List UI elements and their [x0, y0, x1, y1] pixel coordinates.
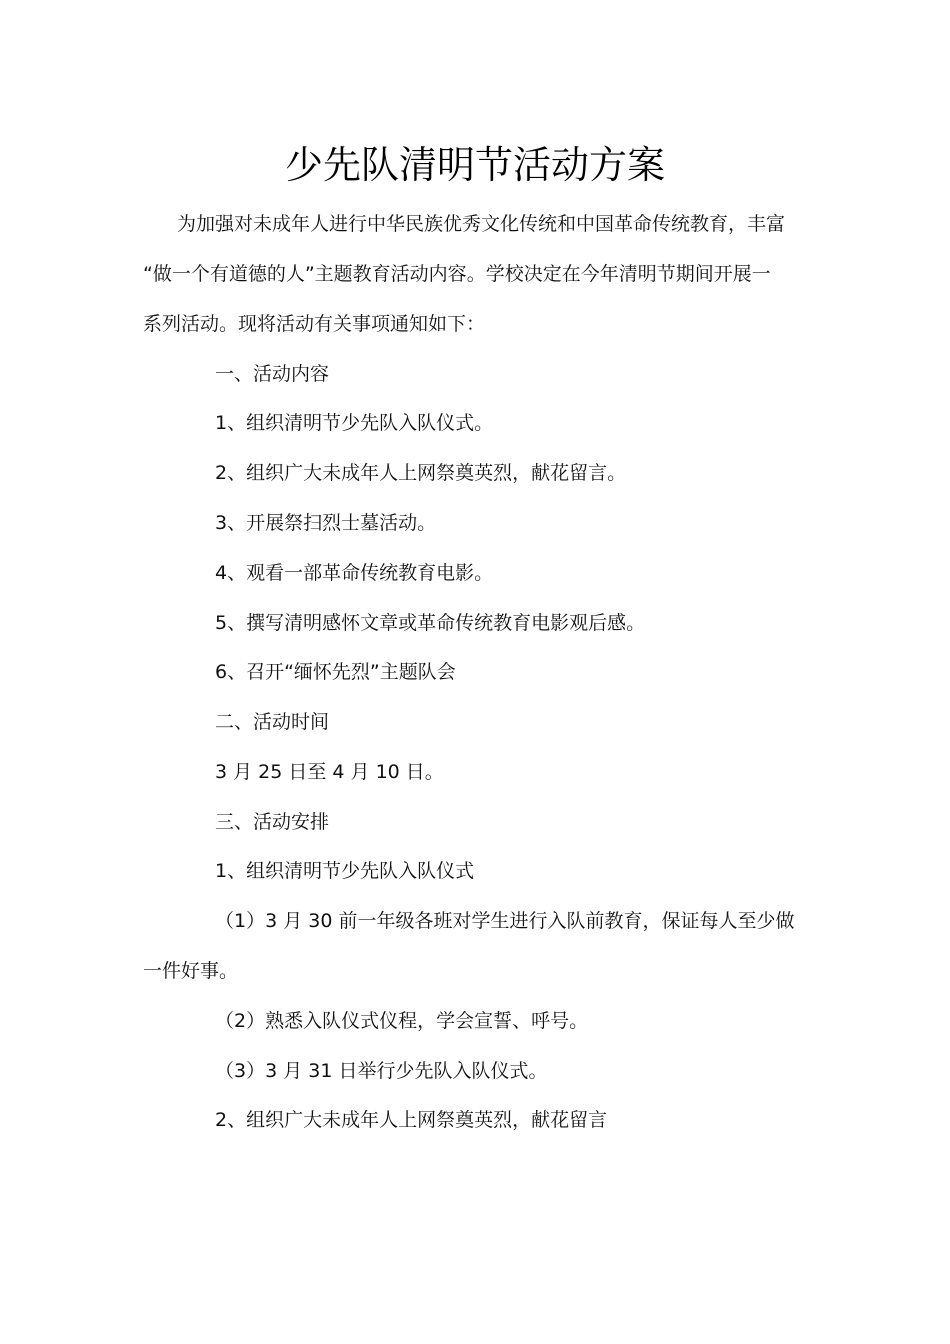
arrangement-item-2: （2）熟悉入队仪式仪程，学会宣誓、呼号。: [215, 1010, 589, 1032]
intro-line-1: 为加强对未成年人进行中华民族优秀文化传统和中国革命传统教育，丰富: [177, 213, 786, 235]
content-item-2: 2、组织广大未成年人上网祭奠英烈，献花留言。: [215, 462, 627, 484]
content-item-5: 5、撰写清明感怀文章或革命传统教育电影观后感。: [215, 612, 646, 634]
section-heading-time: 二、活动时间: [215, 711, 330, 733]
content-item-3: 3、开展祭扫烈士墓活动。: [215, 512, 437, 534]
section-heading-content: 一、活动内容: [215, 363, 330, 385]
content-item-6: 6、召开“缅怀先烈”主题队会: [215, 661, 456, 683]
arrangement-item-1-line-2: 一件好事。: [143, 960, 239, 982]
intro-line-3: 系列活动。现将活动有关事项通知如下：: [143, 313, 486, 335]
activity-time-text: 3 月 25 日至 4 月 10 日。: [215, 761, 444, 783]
arrangement-sub-heading-1: 1、组织清明节少先队入队仪式: [215, 860, 475, 882]
arrangement-sub-heading-2: 2、组织广大未成年人上网祭奠英烈，献花留言: [215, 1109, 608, 1131]
arrangement-item-3: （3）3 月 31 日举行少先队入队仪式。: [215, 1060, 548, 1082]
arrangement-item-1-line-1: （1）3 月 30 前一年级各班对学生进行入队前教育，保证每人至少做: [215, 910, 795, 932]
section-heading-arrangement: 三、活动安排: [215, 811, 330, 833]
intro-line-2: “做一个有道德的人”主题教育活动内容。学校决定在今年清明节期间开展一: [143, 263, 771, 285]
document-title: 少先队清明节活动方案: [284, 143, 665, 187]
content-item-1: 1、组织清明节少先队入队仪式。: [215, 412, 494, 434]
content-item-4: 4、观看一部革命传统教育电影。: [215, 562, 494, 584]
